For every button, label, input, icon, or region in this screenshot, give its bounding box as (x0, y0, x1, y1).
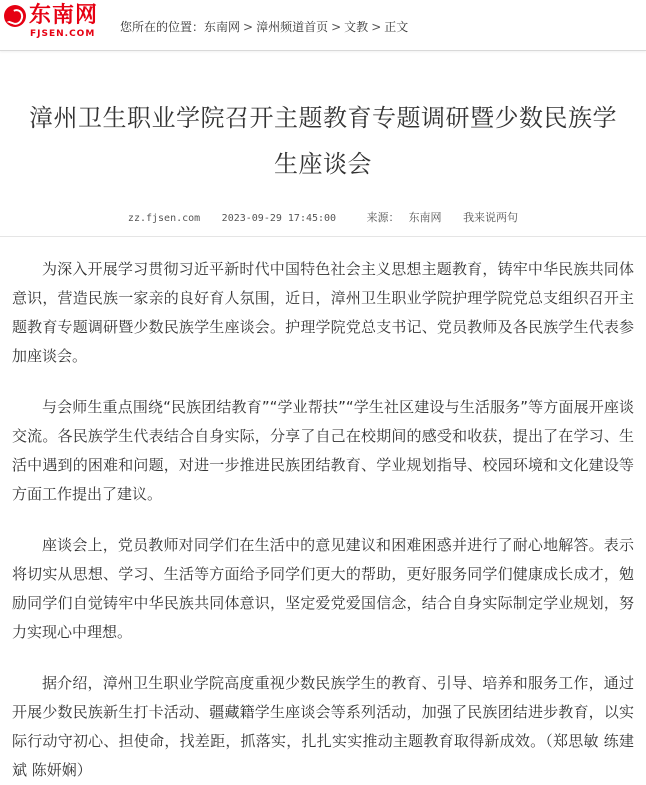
site-logo[interactable] (4, 3, 110, 41)
logo-subtext: FJSEN.COM (30, 29, 96, 39)
breadcrumb-channel[interactable]: 漳州频道首页 (256, 20, 329, 34)
source-label: 来源： (366, 211, 400, 224)
location-label: 您所在的位置： (120, 20, 205, 34)
breadcrumb-home[interactable]: 东南网 (204, 20, 241, 34)
article-paragraph: 为深入开展学习贯彻习近平新时代中国特色社会主义思想主题教育，铸牢中华民族共同体意识，营造民族一家亲的良好育人氛围，近日，漳州卫生职业学院护理学院党总支组织召开主题教育专题调研暨少数民族学生座谈会。护理学院党总支书记、党员教师及各民族学生代表参加座谈会。 (12, 260, 634, 365)
breadcrumb (120, 18, 408, 35)
logo-text: 东南网 (29, 3, 99, 28)
breadcrumb-separator: > (331, 20, 342, 34)
article-title: 漳州卫生职业学院召开主题教育专题调研暨少数民族学生座谈会 (29, 104, 617, 178)
breadcrumb-category[interactable]: 文教 (344, 20, 369, 34)
breadcrumb-separator: > (371, 20, 382, 34)
article-paragraph: 座谈会上，党员教师对同学们在生活中的意见建议和困难困惑并进行了耐心地解答。表示将切实从思想、学习、生活等方面给予同学们更大的帮助，更好服务同学们健康成长成才，勉励同学们自觉铸牢中华民族共同体意识，坚定爱党爱国信念，结合自身实际制定学业规划，努力实现心中理想。 (12, 536, 634, 641)
article-source (358, 211, 442, 224)
article-body (0, 237, 646, 785)
breadcrumb-separator: > (243, 20, 254, 34)
article-site: zz.fjsen.com (127, 213, 201, 224)
logo-main (4, 3, 110, 29)
article-datetime: 2023-09-29 17:45:00 (221, 213, 337, 224)
article-paragraph: 与会师生重点围绕“民族团结教育”“学业帮扶”“学生社区建设与生活服务”等方面展开座谈交流。各民族学生代表结合自身实际，分享了自己在校期间的感受和收获，提出了在学习、生活中遇到的困难和问题，对进一步推进民族团结教育、学业规划指导、校园环境和文化建设等方面工作提出了建议。 (12, 398, 634, 503)
logo-mark-icon (4, 5, 26, 27)
comment-link[interactable]: 我来说两句 (463, 211, 519, 224)
source-link[interactable]: 东南网 (408, 211, 442, 224)
article-meta (0, 209, 646, 225)
article-paragraph: 据介绍，漳州卫生职业学院高度重视少数民族学生的教育、引导、培养和服务工作，通过开展少数民族新生打卡活动、疆藏籍学生座谈会等系列活动，加强了民族团结进步教育，以实际行动守初心、担使命，找差距，抓落实，扎扎实实推动主题教育取得新成效。（郑思敏 练建斌 陈妍娴） (12, 674, 634, 779)
top-bar (0, 0, 646, 51)
breadcrumb-current: 正文 (384, 20, 409, 34)
